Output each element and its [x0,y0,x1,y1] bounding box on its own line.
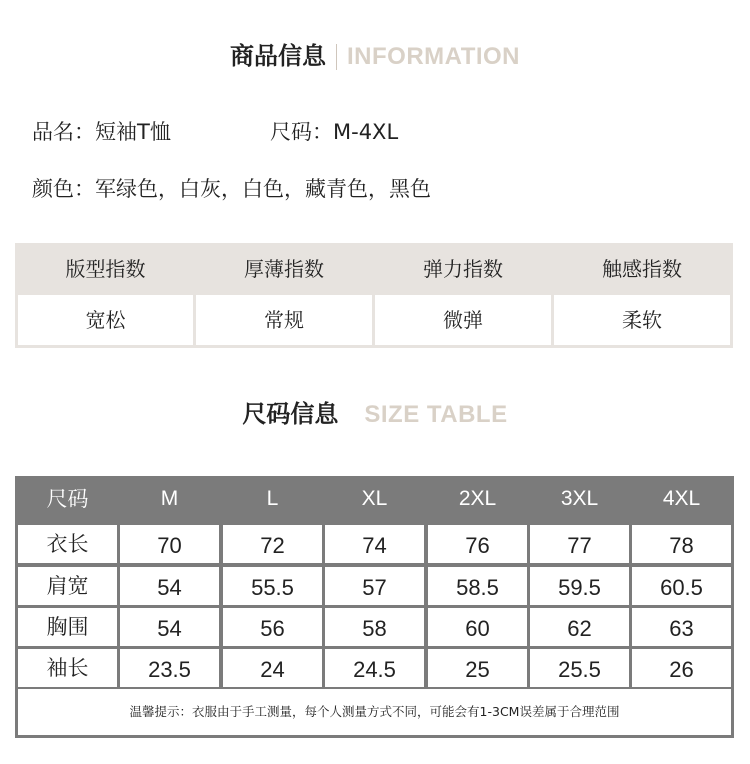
size-title-cn: 尺码信息 [242,400,339,428]
index-header-elasticity: 弹力指数 [423,257,503,281]
index-header-thickness: 厚薄指数 [244,257,324,281]
size-table-cell: 24.5 [325,649,424,687]
size-table-cell: 72 [223,525,322,563]
size-table-cell: 74 [325,525,424,563]
size-table-cell: 58 [325,608,424,646]
size-table-cell: 78 [632,525,731,563]
size-table-cell: 24 [223,649,322,687]
size-table [15,476,734,738]
size-table-cell: 60 [428,608,527,646]
size-header-l: L [266,487,279,510]
size-table-cell: 77 [530,525,629,563]
size-table-cell: 55.5 [223,567,322,605]
size-header-2xl: 2XL [458,487,497,510]
size-table-cell: 25 [428,649,527,687]
size-table-cell: 56 [223,608,322,646]
size-table-cell: 57 [325,567,424,605]
size-section-title [0,394,750,429]
index-table [15,243,733,348]
measurement-note: 温馨提示：衣服由于手工测量，每个人测量方式不同，可能会有1-3CM误差属于合理范围 [18,689,731,735]
size-table-cell: 54 [120,567,219,605]
size-header-4xl: 4XL [662,487,701,510]
info-section-title [0,36,750,71]
product-size-range: 尺码：M-4XL [270,120,399,144]
size-header-xl: XL [361,487,388,510]
size-header-3xl: 3XL [560,487,599,510]
index-value-fit: 宽松 [18,295,193,345]
size-table-cell: 26 [632,649,731,687]
index-header-touch: 触感指数 [602,257,682,281]
product-name: 品名：短袖T恤 [32,120,171,144]
size-table-cell: 62 [530,608,629,646]
size-table-cell: 54 [120,608,219,646]
size-title-en: SIZE TABLE [364,401,508,428]
info-title-en: INFORMATION [346,43,521,70]
size-table-cell: 25.5 [530,649,629,687]
size-table-cell: 59.5 [530,567,629,605]
size-header-label: 尺码 [46,487,89,511]
info-title-cn: 商品信息 [229,42,326,70]
size-header-m: M [160,487,179,510]
size-row-label: 肩宽 [18,567,117,605]
index-header-fit: 版型指数 [65,257,146,281]
index-value-touch: 柔软 [554,295,730,345]
size-table-cell: 23.5 [120,649,219,687]
index-value-elasticity: 微弹 [375,295,551,345]
index-value-thickness: 常规 [196,295,372,345]
size-row-label: 衣长 [18,525,117,563]
size-table-cell: 76 [428,525,527,563]
size-table-cell: 63 [632,608,731,646]
size-row-label: 袖长 [18,649,117,687]
product-colors: 颜色：军绿色，白灰，白色，藏青色，黑色 [32,177,431,201]
size-row-label: 胸围 [18,608,117,646]
size-table-cell: 70 [120,525,219,563]
title-divider [336,44,337,70]
size-table-cell: 60.5 [632,567,731,605]
size-table-cell: 58.5 [428,567,527,605]
